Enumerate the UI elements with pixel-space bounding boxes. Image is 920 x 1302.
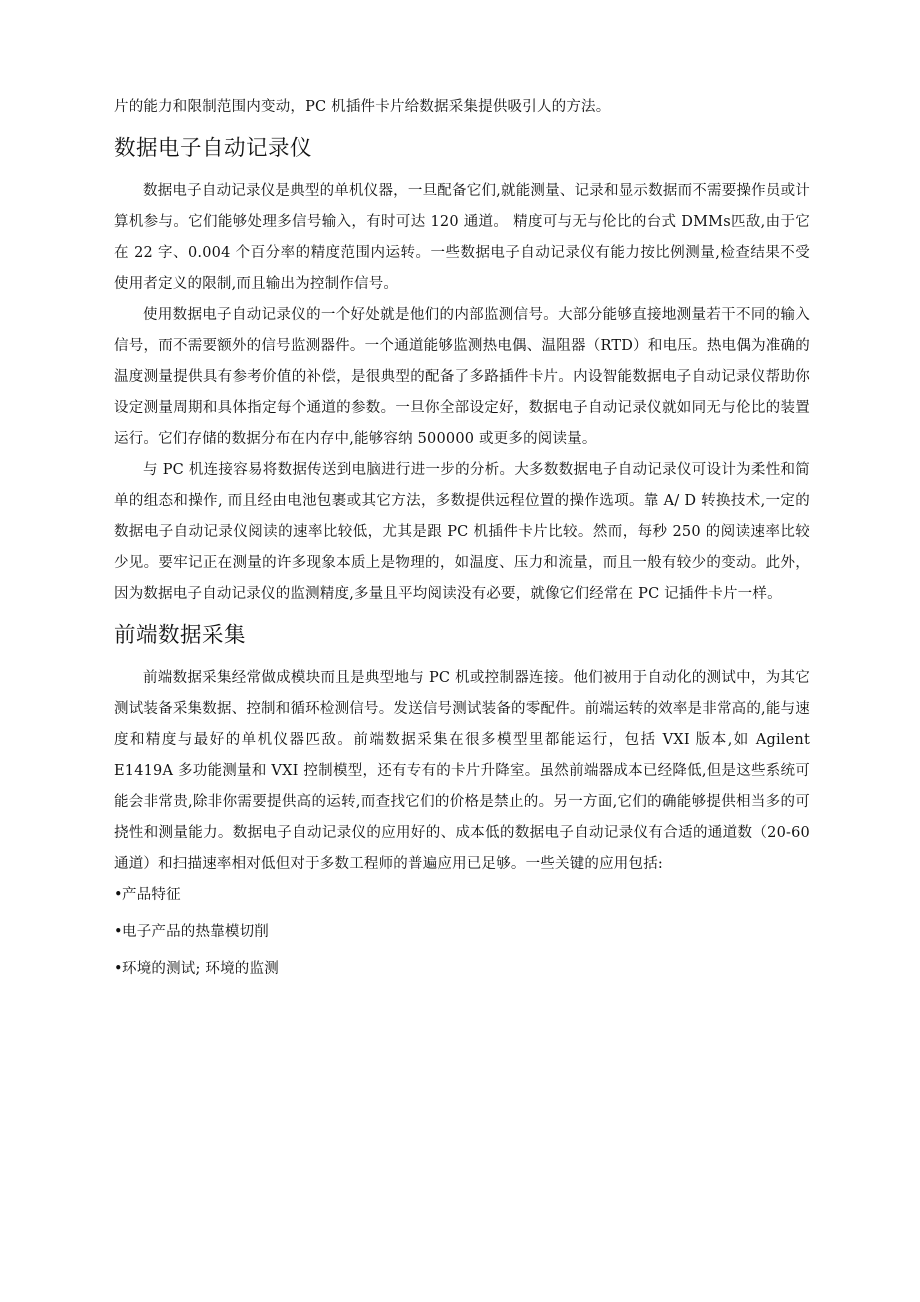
list-item-text: 电子产品的热靠模切削 <box>122 924 269 940</box>
section1-paragraph-1: 数据电子自动记录仪是典型的单机仪器，一旦配备它们,就能测量、记录和显示数据而不需要操作员或计算机参与。它们能够处理多信号输入，有时可达 120 通道。 精度可与无与伦比的台式 DMMs匹敌,由于它在 22 字、0.004 个百分率的精度范围内运转。一些数据电子自动记录仪有能力按比例测量,检查结果不受使用者定义的限制,而且输出为控制作信号。 <box>114 183 810 292</box>
section1-paragraph-2: 使用数据电子自动记录仪的一个好处就是他们的内部监测信号。大部分能够直接地测量若干不同的输入信号，而不需要额外的信号监测器件。一个通道能够监测热电偶、温阻器（RTD）和电压。热电偶为准确的温度测量提供具有参考价值的补偿，是很典型的配备了多路插件卡片。内设智能数据电子自动记录仪帮助你设定测量周期和具体指定每个通道的参数。一旦你全部设定好，数据电子自动记录仪就如同无与伦比的装置运行。它们存储的数据分布在内存中,能够容纳 500000 或更多的阅读量。 <box>114 307 810 447</box>
section1-paragraph-3: 与 PC 机连接容易将数据传送到电脑进行进一步的分析。大多数数据电子自动记录仪可设计为柔性和简单的组态和操作, 而且经由电池包裹或其它方法，多数提供远程位置的操作选项。靠 A/ D 转换技术,一定的数据电子自动记录仪阅读的速率比较低，尤其是跟 PC 机插件卡片比较。然而，每秒 250 的阅读速率比较少见。要牢记正在测量的许多现象本质上是物理的，如温度、压力和流量，而且一般有较少的变动。此外，因为数据电子自动记录仪的监测精度,多量且平均阅读没有必要，就像它们经常在 PC 记插件卡片一样。 <box>114 462 810 602</box>
intro-paragraph: 片的能力和限制范围内变动，PC 机插件卡片给数据采集提供吸引人的方法。 <box>114 99 611 115</box>
bullet-icon: • <box>114 924 123 940</box>
document-body <box>114 92 810 991</box>
application-list <box>114 880 810 985</box>
list-item-text: 环境的测试; 环境的监测 <box>122 961 279 977</box>
list-item-text: 产品特征 <box>122 887 181 903</box>
bullet-icon: • <box>114 961 123 977</box>
list-item <box>114 954 810 985</box>
bullet-icon: • <box>114 887 123 903</box>
list-item <box>114 880 810 911</box>
section2-paragraph-1: 前端数据采集经常做成模块而且是典型地与 PC 机或控制器连接。他们被用于自动化的测试中，为其它测试装备采集数据、控制和循环检测信号。发送信号测试装备的零配件。前端运转的效率是非常高的,能与速度和精度与最好的单机仪器匹敌。前端数据采集在很多模型里都能运行，包括 VXI 版本,如 Agilent E1419A 多功能测量和 VXI 控制模型，还有专有的卡片升降室。虽然前端器成本已经降低,但是这些系统可能会非常贵,除非你需要提供高的运转,而查找它们的价格是禁止的。另一方面,它们的确能够提供相当多的可挠性和测量能力。数据电子自动记录仪的应用好的、成本低的数据电子自动记录仪有合适的通道数（20-60 通道）和扫描速率相对低但对于多数工程师的普遍应用已足够。一些关键的应用包括: <box>114 670 810 872</box>
section-heading-data-logger: 数据电子自动记录仪 <box>114 136 313 161</box>
section-heading-front-end-daq: 前端数据采集 <box>114 623 247 648</box>
list-item <box>114 917 810 948</box>
